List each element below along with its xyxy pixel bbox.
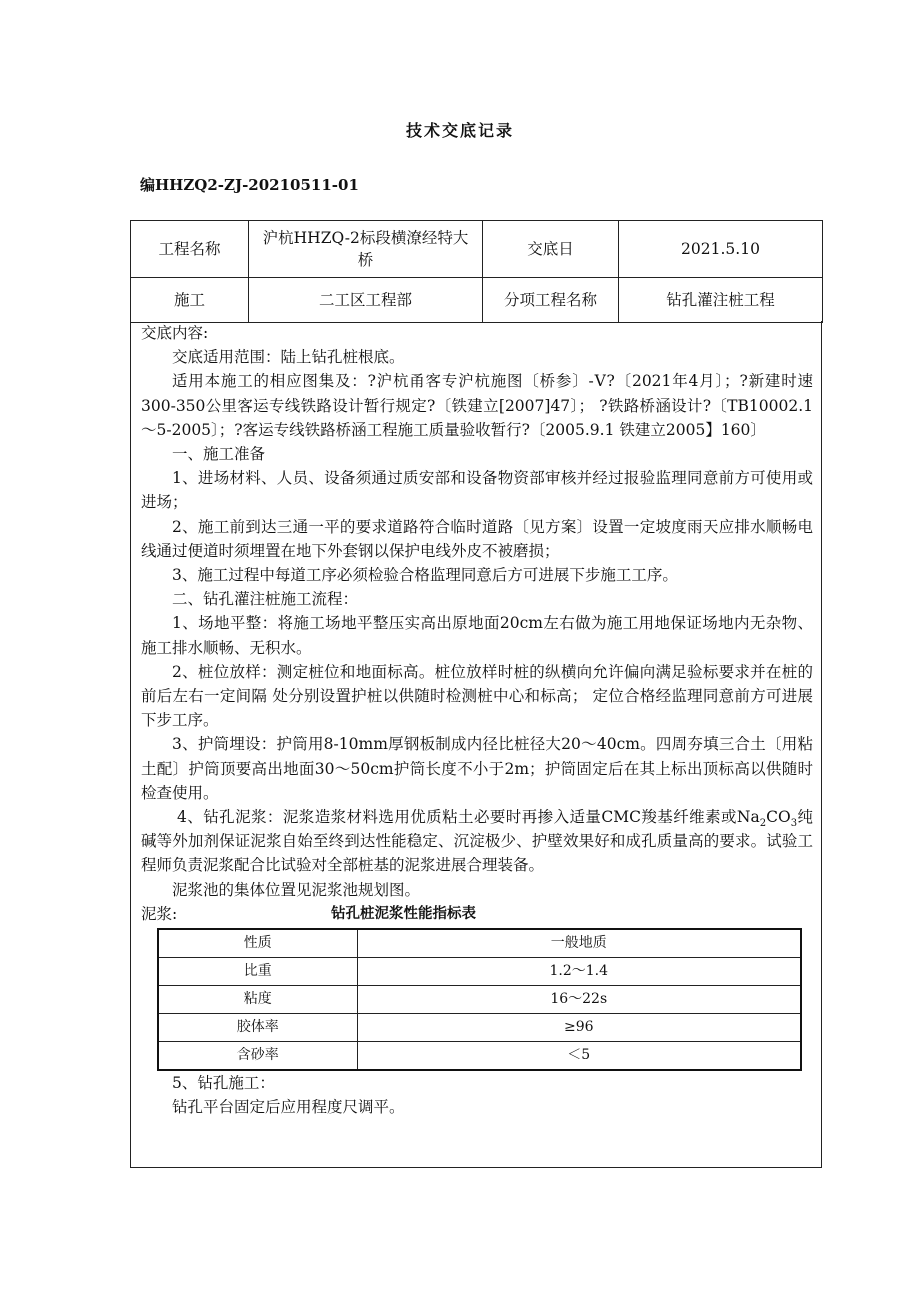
sub-project-label: 分项工程名称 bbox=[483, 278, 619, 323]
section-1-item-3: 3、施工过程中每道工序必须检验合格监理同意后方可进展下步施工工序。 bbox=[172, 566, 678, 585]
content-body bbox=[141, 321, 813, 1119]
sub-project-value: 钻孔灌注桩工程 bbox=[619, 278, 823, 323]
references-text: 适用本施工的相应图集及：?沪杭甬客专沪杭施图〔桥参〕-Ⅴ?〔2021年4月〕；?新建时速300-350公里客运专线铁路设计暂行规定?〔铁建立[2007]47〕； ?铁路桥涵设计?〔TB10002.1～5-2005〕；?客运专线铁路桥涵工程施工质量验收暂行?〔2005.9.1 铁建立2005】160〕 bbox=[141, 372, 813, 439]
header-row-1 bbox=[131, 221, 823, 278]
construction-label: 施工 bbox=[131, 278, 249, 323]
header-table bbox=[130, 220, 823, 323]
table-row bbox=[158, 985, 801, 1013]
section-2-item-3: 3、护筒埋设：护筒用8-10mm厚钢板制成内径比桩径大20～40cm。四周夯填三合土〔用粘土配〕护筒顶要高出地面30～50cm护筒长度不小于2m；护筒固定后在其上标出顶标高以供随时检查使用。 bbox=[141, 735, 813, 802]
section-2-item-1: 1、场地平整：将施工场地平整压实高出原地面20cm左右做为施工用地保证场地内无杂物、施工排水顺畅、无积水。 bbox=[141, 614, 813, 657]
intro-label: 交底内容: bbox=[141, 324, 209, 342]
document-number: 编HHZQ2-ZJ-20210511-01 bbox=[140, 176, 359, 194]
date-label: 交底日 bbox=[483, 221, 619, 278]
page-title: 技术交底记录 bbox=[405, 121, 514, 140]
mud-label: 泥浆: bbox=[141, 904, 178, 923]
construction-value: 二工区工程部 bbox=[249, 278, 483, 323]
item-4-text-a: 4、钻孔泥浆：泥浆造浆材料选用优质粘土必要时再掺入适量CMC羧基纤维素或Na bbox=[177, 808, 760, 827]
section-1-item-2: 2、施工前到达三通一平的要求道路符合临时道路〔见方案〕设置一定坡度雨天应排水顺畅电线通过便道时须埋置在地下外套钢以保护电线外皮不被磨损； bbox=[141, 517, 813, 560]
scope-text: 交底适用范围：陆上钻孔桩根底。 bbox=[172, 348, 405, 367]
table-header-row bbox=[158, 929, 801, 958]
table-cell: 粘度 bbox=[158, 985, 357, 1013]
mud-properties-table bbox=[157, 928, 802, 1071]
table-cell: 16～22s bbox=[357, 985, 801, 1013]
table-cell: ≥96 bbox=[357, 1013, 801, 1041]
header-row-2 bbox=[131, 278, 823, 323]
item-4-sub-b: 3 bbox=[790, 818, 798, 830]
project-name-label: 工程名称 bbox=[131, 221, 249, 278]
section-2-item-5-text: 钻孔平台固定后应用程度尺调平。 bbox=[172, 1098, 405, 1117]
table-cell: 含砂率 bbox=[158, 1041, 357, 1070]
section-1-title: 一、施工准备 bbox=[172, 445, 266, 464]
table-header-cell: 性质 bbox=[158, 929, 357, 958]
section-2-item-5: 5、钻孔施工： bbox=[172, 1073, 275, 1092]
table-header-cell: 一般地质 bbox=[357, 929, 801, 958]
section-2-item-4 bbox=[141, 805, 813, 878]
date-value: 2021.5.10 bbox=[619, 221, 823, 278]
section-2-item-2: 2、桩位放样：测定桩位和地面标高。桩位放样时桩的纵横向允许偏向满足验标要求并在桩的前后左右一定间隔 处分别设置护桩以供随时检测桩中心和标高； 定位合格经监理同意前方可进展下步工序。 bbox=[141, 662, 813, 730]
mud-row bbox=[141, 902, 813, 926]
section-2-title: 二、钻孔灌注桩施工流程： bbox=[172, 590, 359, 609]
mud-table-title: 钻孔桩泥浆性能指标表 bbox=[331, 904, 476, 922]
item-4-text-b: CO bbox=[766, 808, 791, 827]
table-cell: 1.2～1.4 bbox=[357, 957, 801, 985]
table-row bbox=[158, 1041, 801, 1070]
project-name-value: 沪杭HHZQ-2标段横潦经特大桥 bbox=[249, 221, 483, 278]
mud-pool-text: 泥浆池的集体位置见泥浆池规划图。 bbox=[172, 880, 421, 899]
item-4-text-c: 纯碱等外加剂保证泥浆自始至终到达性能稳定、沉淀极少、护壁效果好和成孔质量高的要求。试验工程师负责泥浆配合比试验对全部桩基的泥浆进展合理装备。 bbox=[141, 808, 813, 875]
table-cell: ＜5 bbox=[357, 1041, 801, 1070]
table-row bbox=[158, 957, 801, 985]
item-4-sub-a: 2 bbox=[759, 818, 767, 830]
content-box bbox=[130, 321, 822, 1168]
table-cell: 胶体率 bbox=[158, 1013, 357, 1041]
table-row bbox=[158, 1013, 801, 1041]
table-cell: 比重 bbox=[158, 957, 357, 985]
section-1-item-1: 1、进场材料、人员、设备须通过质安部和设备物资部审核并经过报验监理同意前方可使用或进场； bbox=[141, 469, 813, 512]
